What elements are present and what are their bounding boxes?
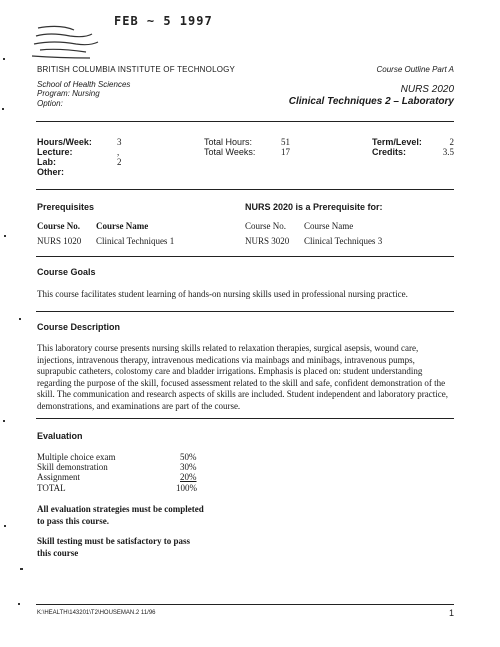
total-hours-value: 51	[281, 137, 290, 147]
col-course-no: Course No.	[245, 221, 286, 231]
evaluation-note: Skill testing must be satisfactory to pass this course	[37, 536, 191, 558]
footer-divider	[36, 604, 454, 605]
divider	[36, 418, 454, 419]
lecture-label: Lecture:	[37, 147, 73, 157]
lecture-value: ,	[117, 147, 120, 157]
scan-speck	[4, 525, 6, 527]
scan-speck	[3, 58, 5, 60]
evaluation-total-label: TOTAL	[37, 483, 66, 493]
col-course-name: Course Name	[96, 221, 149, 231]
scan-speck	[20, 568, 23, 570]
description-line: demonstrations, and examinations are part of the course.	[37, 400, 241, 411]
scan-speck	[18, 603, 20, 605]
description-heading: Course Description	[37, 322, 121, 332]
total-hours-label: Total Hours:	[204, 137, 253, 147]
evaluation-item-label: Assignment	[37, 472, 81, 482]
scan-speck	[4, 235, 6, 237]
credits-label: Credits:	[372, 147, 407, 157]
term-label: Term/Level:	[372, 137, 422, 147]
prerequisites-heading: Prerequisites	[37, 202, 95, 212]
description-line: skill. The communication and research aspects of skills are included. Student independent and laboratory practice,	[37, 389, 448, 399]
goals-heading: Course Goals	[37, 267, 96, 277]
outline-label: Course Outline Part A	[376, 65, 454, 74]
scan-speck	[19, 318, 21, 320]
postreq-course-name: Clinical Techniques 3	[304, 236, 383, 246]
course-code: NURS 2020	[400, 84, 454, 95]
evaluation-item-value: 20%	[180, 472, 197, 482]
col-course-no: Course No.	[37, 221, 80, 231]
divider	[36, 121, 454, 122]
total-weeks-label: Total Weeks:	[204, 147, 256, 157]
description-text	[37, 343, 467, 412]
evaluation-item-label: Skill demonstration	[37, 462, 108, 472]
page-number: 1	[448, 608, 454, 618]
course-title: Clinical Techniques 2 – Laboratory	[288, 96, 454, 107]
school-name: School of Health Sciences	[37, 80, 131, 89]
evaluation-item-value: 30%	[180, 462, 197, 472]
term-value: 2	[449, 137, 454, 147]
description-line: This laboratory course presents nursing skills related to relaxation therapies, surgical asepsis, wound care,	[37, 343, 419, 353]
other-label: Other:	[37, 167, 64, 177]
description-line: suprapubic catheters, colostomy care and bladder irrigations. Emphasis is placed on: student understanding	[37, 366, 423, 376]
divider	[36, 256, 454, 257]
goals-text: This course facilitates student learning of hands-on nursing skills used in professional nursing practice.	[37, 289, 408, 299]
evaluation-item-label: Multiple choice exam	[37, 452, 116, 462]
description-line: regarding the purpose of the skill, focused assessment related to the skill and safe, confident demonstration of the	[37, 377, 446, 388]
institute-name: BRITISH COLUMBIA INSTITUTE OF TECHNOLOGY	[37, 65, 236, 74]
lab-label: Lab:	[37, 157, 56, 167]
divider	[36, 189, 454, 190]
prerequisite-for-heading: NURS 2020 is a Prerequisite for:	[245, 202, 383, 212]
evaluation-note: All evaluation strategies must be completed to pass this course.	[37, 504, 204, 526]
prereq-course-no: NURS 1020	[37, 236, 82, 246]
evaluation-heading: Evaluation	[37, 431, 83, 441]
prereq-course-name: Clinical Techniques 1	[96, 236, 175, 246]
date-stamp: FEB ~ 5 1997	[114, 14, 213, 28]
divider	[36, 311, 454, 312]
program-name: Program: Nursing	[37, 89, 100, 98]
lab-value: 2	[117, 157, 122, 167]
signature-scribble	[30, 22, 110, 62]
credits-value: 3.5	[442, 147, 454, 157]
description-line: injections, intravenous therapy, intravenous medications via mainbags and minibags, intravenous pumps,	[37, 354, 415, 365]
col-course-name: Course Name	[304, 221, 354, 231]
evaluation-total-value: 100%	[176, 483, 197, 493]
total-weeks-value: 17	[281, 147, 290, 157]
scan-speck	[3, 420, 5, 422]
scan-speck	[2, 108, 4, 110]
option-label: Option:	[37, 99, 63, 108]
footer-path: K:\HEALTH\143201\T2\HOUSEMAN.2 11/96	[37, 610, 156, 616]
hours-week-label: Hours/Week:	[37, 137, 92, 147]
evaluation-item-value: 50%	[180, 452, 197, 462]
hours-week-value: 3	[117, 137, 122, 147]
postreq-course-no: NURS 3020	[245, 236, 290, 246]
